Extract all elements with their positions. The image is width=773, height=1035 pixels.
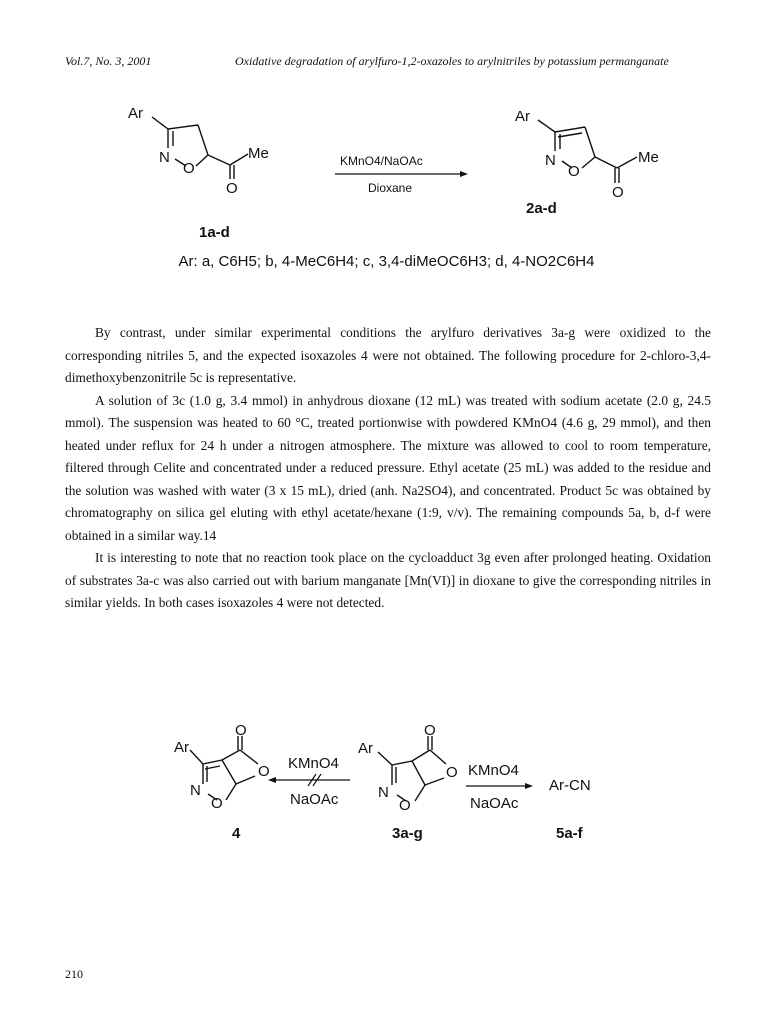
compound-4-label: 4 [232,825,241,842]
compound-3-label: 3a-g [392,825,423,842]
compound-4-carbonyl-o: O [235,722,247,739]
left-reagent-bottom: NaOAc [290,791,339,808]
left-reagent-top: KMnO4 [288,755,339,772]
reagent-top: KMnO4/NaOAc [340,154,423,168]
running-header [0,54,773,74]
paragraph-3: It is interesting to note that no reaction took place on the cycloadduct 3g even after prolonged heating. Oxidation of substrates 3a-c was also carried out with barium manganate [Mn(VI)] in dioxane to give the corresponding nitriles in similar yields. In both cases isoxazoles 4 were not detected. [65,550,711,610]
compound-3-carbonyl-o: O [424,722,436,739]
page-number: 210 [65,967,83,981]
arrow-head-2 [525,783,533,789]
reactant-structure [152,117,248,179]
reactant-carbonyl-o: O [226,180,238,197]
paragraph-2: A solution of 3c (1.0 g, 3.4 mmol) in anhydrous dioxane (12 mL) was treated with sodium acetate (2.0 g, 24.5 mmol). The suspension was heated to 60 °C, treated portionwise with powdered KMnO4 (4.6 g, 29 mmol), and then heated under reflux for 24 h under a nitrogen atmosphere. The mixture was allowed to cool to room temperature, filtered through Celite and concentrated under a reduced pressure. Ethyl acetate (25 mL) was added to the residue and the solution was washed with water (3 x 15 mL), dried (anh. Na2SO4), and concentrated. Product 5c was obtained by chromatography on silica gel eluting with ethyl acetate/hexane (1:9, v/v). The remaining compounds 5a, b, d-f were obtained in a similar way.14 [65,392,711,543]
reactant-me: Me [248,145,269,162]
nitrile-label: 5a-f [556,825,583,842]
nitrile-product: Ar-CN [549,777,591,794]
right-reagent-bottom: NaOAc [470,795,519,812]
product-ar: Ar [515,108,530,125]
body-text [65,322,711,615]
compound-4-lactone-o: O [258,763,270,780]
reactant-label: 1a-d [199,224,230,241]
scheme-2-drawing [0,720,773,860]
product-label: 2a-d [526,200,557,217]
compound-4-n: N [190,782,201,799]
reactant-ring-o: O [183,160,195,177]
product-carbonyl-o: O [612,184,624,201]
running-title: Oxidative degradation of arylfuro-1,2-oxazoles to arylnitriles by potassium permanganate [235,54,669,68]
product-me: Me [638,149,659,166]
product-ring-o: O [568,163,580,180]
right-reagent-top: KMnO4 [468,762,519,779]
arrow-head [460,171,468,177]
compound-3-n: N [378,784,389,801]
compound-4-ar: Ar [174,739,189,756]
compound-3-ring-o: O [399,797,411,814]
paragraph-1: By contrast, under similar experimental conditions the arylfuro derivatives 3a-g were oxidized to the corresponding nitriles 5, and the expected isoxazoles 4 were not obtained. The following procedure for 2-chloro-3,4-dimethoxybenzonitrile 5c is representative. [65,325,711,385]
product-n: N [545,152,556,169]
reactant-n: N [159,149,170,166]
reagent-bottom: Dioxane [368,181,413,195]
compound-4-ring-o: O [211,795,223,812]
journal-volume: Vol.7, No. 3, 2001 [65,54,152,68]
compound-3-lactone-o: O [446,764,458,781]
ar-substituent-definition: Ar: a, C6H5; b, 4-MeC6H4; c, 3,4-diMeOC6H3; d, 4-NO2C6H4 [178,253,595,270]
reactant-ar: Ar [128,105,143,122]
reaction-scheme-2 [0,720,773,860]
compound-3-ar: Ar [358,740,373,757]
